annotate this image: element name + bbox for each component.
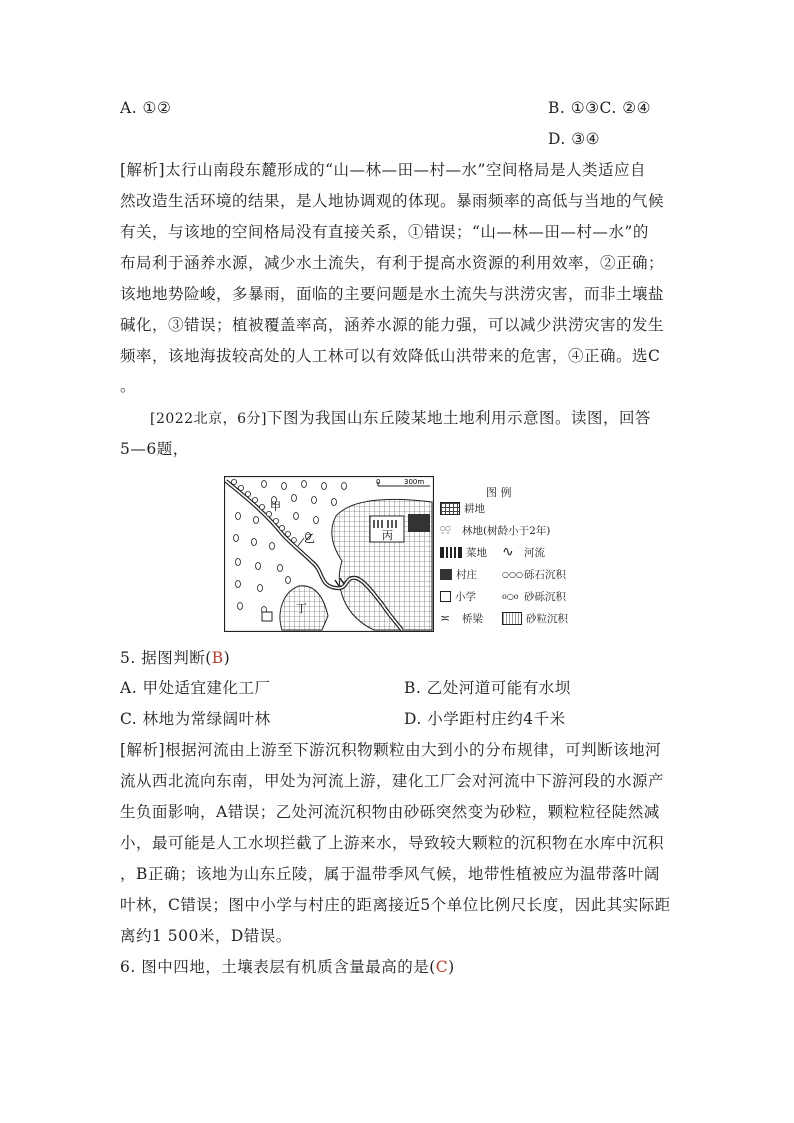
legend-label: 河流 (524, 546, 545, 559)
analysis-line: [解析]太行山南段东麓形成的“山—林—田—村—水”空间格局是人类适应自 (120, 161, 646, 179)
legend-item-village (440, 567, 477, 581)
q5-close: ) (223, 649, 231, 667)
vegetable-icon (440, 547, 462, 558)
scale-label: 300m (404, 478, 425, 486)
land-use-map (224, 476, 434, 632)
legend-item-vegetable (440, 545, 487, 559)
q5-option-a: A. 甲处适宜建化工厂 (120, 679, 271, 697)
q5-option-c: C. 林地为常绿阔叶林 (120, 710, 271, 728)
legend-item-river (502, 545, 545, 559)
intro-source: [2022北京，6分] (150, 411, 267, 427)
legend-item-gravel (502, 567, 566, 581)
analysis-line: 生负面影响，A错误；乙处河流沉积物由砂砾突然变为砂粒，颗粒粒径陡然减 (120, 803, 660, 821)
q5-answer: B (211, 649, 224, 667)
label-yi: 乙 (304, 532, 315, 545)
legend-label: 菜地 (466, 546, 487, 559)
intro-line-2: 5—6题， (120, 440, 189, 458)
q6-close: ) (448, 958, 455, 976)
q5-option-d: D. 小学距村庄约4千米 (404, 710, 566, 728)
analysis-line: 碱化，③错误；植被覆盖率高，涵养水源的能力强，可以减少洪涝灾害的发生 (120, 316, 665, 334)
gravel-icon: ○○○ (502, 569, 523, 579)
q6-answer: C (435, 958, 449, 976)
q4-option-a: A. ①② (120, 99, 172, 117)
analysis-line: 离约1 500米，D错误。 (120, 927, 292, 945)
legend-label: 砂粒沉积 (526, 612, 568, 625)
legend-item-forest (440, 523, 550, 537)
legend-label: 砂砾沉积 (524, 590, 566, 603)
q5-stem-text: 5. 据图判断( (120, 649, 212, 667)
scale-zero: 0 (376, 478, 381, 486)
legend-item-sandy-gravel (502, 589, 566, 603)
school-icon (440, 591, 451, 602)
legend-item-cropland (440, 501, 485, 515)
q4-option-bc: B. ①③C. ②④ (548, 99, 651, 117)
analysis-line: 该地地势险峻，多暴雨，面临的主要问题是水土流失与洪涝灾害，而非土壤盐 (120, 285, 665, 303)
legend-title: 图 例 (486, 486, 512, 499)
label-jia: 甲 (270, 500, 281, 513)
legend-label: 林地(树龄小于2年) (462, 524, 551, 537)
legend-label: 砾石沉积 (524, 568, 566, 581)
village-block (408, 514, 430, 532)
village-icon (440, 569, 452, 580)
sapling-icon: ⍜⍜ (440, 524, 451, 535)
legend-label: 村庄 (456, 568, 477, 581)
legend-item-sand (502, 611, 568, 625)
legend-item-school (440, 589, 476, 603)
intro-text: 下图为我国山东丘陵某地土地利用示意图。读图，回答 (266, 409, 651, 427)
legend-label: 桥梁 (462, 612, 483, 625)
map-legend (440, 484, 580, 634)
legend-label: 耕地 (464, 502, 485, 515)
intro-line (150, 408, 651, 429)
analysis-line: [解析]根据河流由上游至下游沉积物颗粒由大到小的分布规律，可判断该地河 (120, 741, 662, 759)
q5-stem (120, 648, 230, 668)
analysis-line: 小，最可能是人工水坝拦截了上游来水，导致较大颗粒的沉积物在水库中沉积 (120, 834, 665, 852)
legend-label: 小学 (455, 590, 476, 603)
grid-icon (440, 502, 460, 515)
analysis-line: 布局利于涵养水源，减少水土流失，有利于提高水资源的利用效率，②正确； (120, 254, 665, 272)
sandy-gravel-icon: o○o (502, 591, 519, 601)
river-icon: ∿ (502, 543, 514, 560)
q6-stem (120, 957, 455, 977)
analysis-line: 频率，该地海拔较高处的人工林可以有效降低山洪带来的危害，④正确。选C (120, 347, 661, 365)
analysis-line: 。 (120, 377, 137, 395)
legend-item-bridge (440, 611, 483, 625)
q4-option-d: D. ③④ (548, 130, 601, 148)
analysis-line: 叶林，C错误；图中小学与村庄的距离接近5个单位比例尺长度，因此其实际距 (120, 896, 671, 914)
analysis-line: 然改造生活环境的结果，是人地协调观的体现。暴雨频率的高低与当地的气候 (120, 192, 665, 210)
analysis-line: ，B正确；该地为山东丘陵，属于温带季风气候，地带性植被应为温带落叶阔 (120, 865, 660, 883)
school-icon (262, 612, 272, 621)
sand-icon (502, 612, 522, 625)
label-ding: 丁 (296, 602, 307, 615)
analysis-line: 流从西北流向东南，甲处为河流上游，建化工厂会对河流中下游河段的水源产 (120, 772, 665, 790)
q6-stem-text: 6. 图中四地，土壤表层有机质含量最高的是( (120, 958, 436, 976)
bridge-icon: ≍ (440, 610, 451, 625)
label-bing: 丙 (382, 529, 393, 542)
analysis-line: 有关，与该地的空间格局没有直接关系，①错误；“山—林—田—村—水”的 (120, 223, 649, 241)
q5-option-b: B. 乙处河道可能有水坝 (404, 679, 571, 697)
